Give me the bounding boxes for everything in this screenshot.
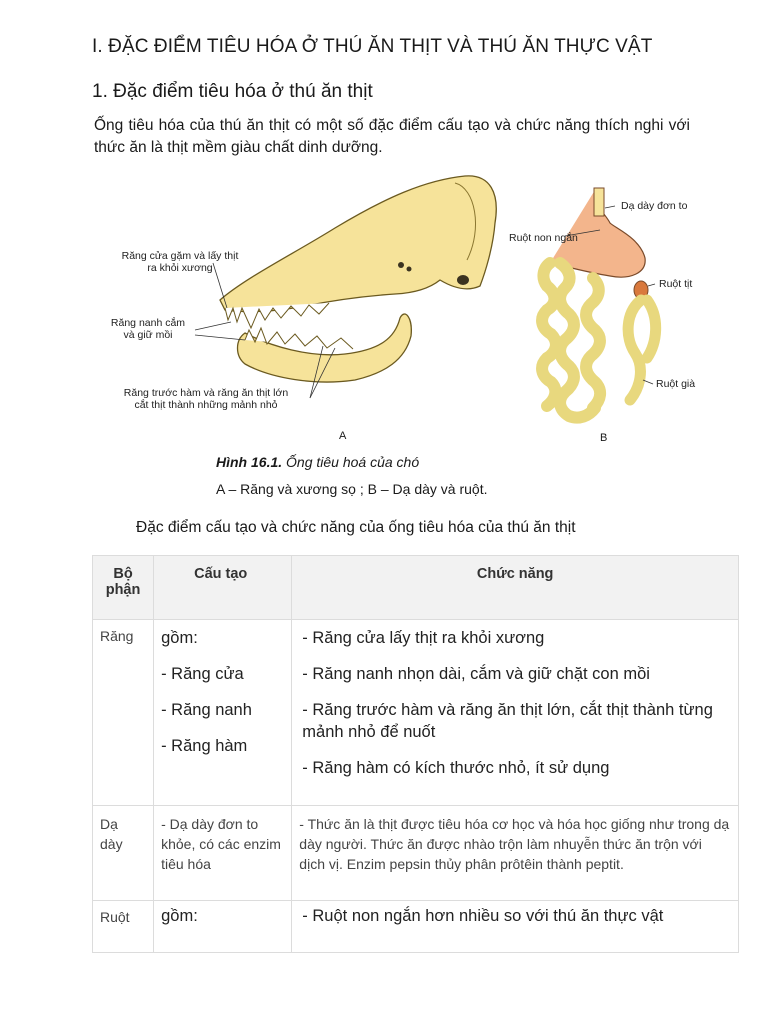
figure-caption-title	[216, 454, 419, 470]
function-line: - Răng trước hàm và răng ăn thịt lớn, cắt thịt thành từng mảnh nhỏ để nuốt	[302, 701, 713, 741]
section-heading: I. ĐẶC ĐIỂM TIÊU HÓA Ở THÚ ĂN THỊT VÀ THÚ ĂN THỰC VẬT	[92, 36, 653, 57]
label-small-intestine: Ruột non ngắn	[509, 232, 578, 244]
header-function: Chức năng	[292, 556, 739, 620]
label-premolars: Răng trước hàm và răng ăn thịt lớn cắt thịt thành những mảnh nhỏ	[123, 387, 289, 411]
label-canines: Răng nanh cắm và giữ mồi	[110, 317, 186, 341]
figure-caption-legend: A – Răng và xương sọ ; B – Dạ dày và ruột.	[216, 481, 488, 497]
header-part: Bộ phận	[93, 556, 154, 620]
label-caecum: Ruột tịt	[659, 278, 693, 290]
dog-gut-drawing	[542, 188, 656, 418]
function-line: - Răng hàm có kích thước nhỏ, ít sử dụng	[302, 759, 610, 777]
header-structure: Cấu tạo	[154, 556, 292, 620]
structure-line: gồm:	[161, 629, 198, 647]
intro-paragraph: Ống tiêu hóa của thú ăn thịt có một số đặc điểm cấu tạo và chức năng thích nghi với thức ăn là thịt mềm giàu chất dinh dưỡng.	[94, 117, 690, 156]
cell-function: - Ruột non ngắn hơn nhiều so với thú ăn thực vật	[292, 901, 739, 953]
cell-function	[292, 620, 739, 806]
label-a: A	[339, 430, 347, 442]
caption-number: Hình 16.1.	[216, 454, 283, 470]
table-row	[93, 620, 739, 806]
table-caption: Đặc điểm cấu tạo và chức năng của ống tiêu hóa của thú ăn thịt	[136, 519, 576, 536]
figure-16-1	[95, 168, 735, 508]
dog-skull-drawing	[220, 176, 496, 382]
label-stomach: Dạ dày đơn to	[621, 200, 688, 212]
subsection-heading: 1. Đặc điểm tiêu hóa ở thú ăn thịt	[92, 81, 373, 102]
cell-structure: gồm:	[154, 901, 292, 953]
function-line: - Răng nanh nhọn dài, cắm và giữ chặt con mồi	[302, 665, 650, 683]
digestive-table	[92, 555, 739, 953]
cell-function: - Thức ăn là thịt được tiêu hóa cơ học và hóa học giống như trong dạ dày người. Thức ăn được nhào trộn làm nhuyễn thức ăn trộn với dịch vị. Enzim pepsin thủy phân prôtêin thành peptit.	[292, 806, 739, 901]
caption-title-text: Ống tiêu hoá của chó	[282, 454, 420, 470]
cell-part: Dạ dày	[93, 806, 154, 901]
table-header-row	[93, 556, 739, 620]
label-incisors: Răng cửa gặm và lấy thịt ra khỏi xương	[121, 250, 239, 274]
table-row	[93, 806, 739, 901]
cell-structure	[154, 620, 292, 806]
structure-line: - Răng cửa	[161, 665, 244, 683]
structure-line: - Răng hàm	[161, 737, 248, 755]
cell-part: Ruột	[93, 901, 154, 953]
function-line: - Răng cửa lấy thịt ra khỏi xương	[302, 629, 545, 647]
label-b: B	[600, 432, 608, 444]
cell-part: Răng	[93, 620, 154, 806]
label-large-intestine: Ruột già	[656, 378, 696, 390]
table-row	[93, 901, 739, 953]
cell-structure: - Dạ dày đơn to khỏe, có các enzim tiêu hóa	[154, 806, 292, 901]
structure-line: - Răng nanh	[161, 701, 252, 719]
